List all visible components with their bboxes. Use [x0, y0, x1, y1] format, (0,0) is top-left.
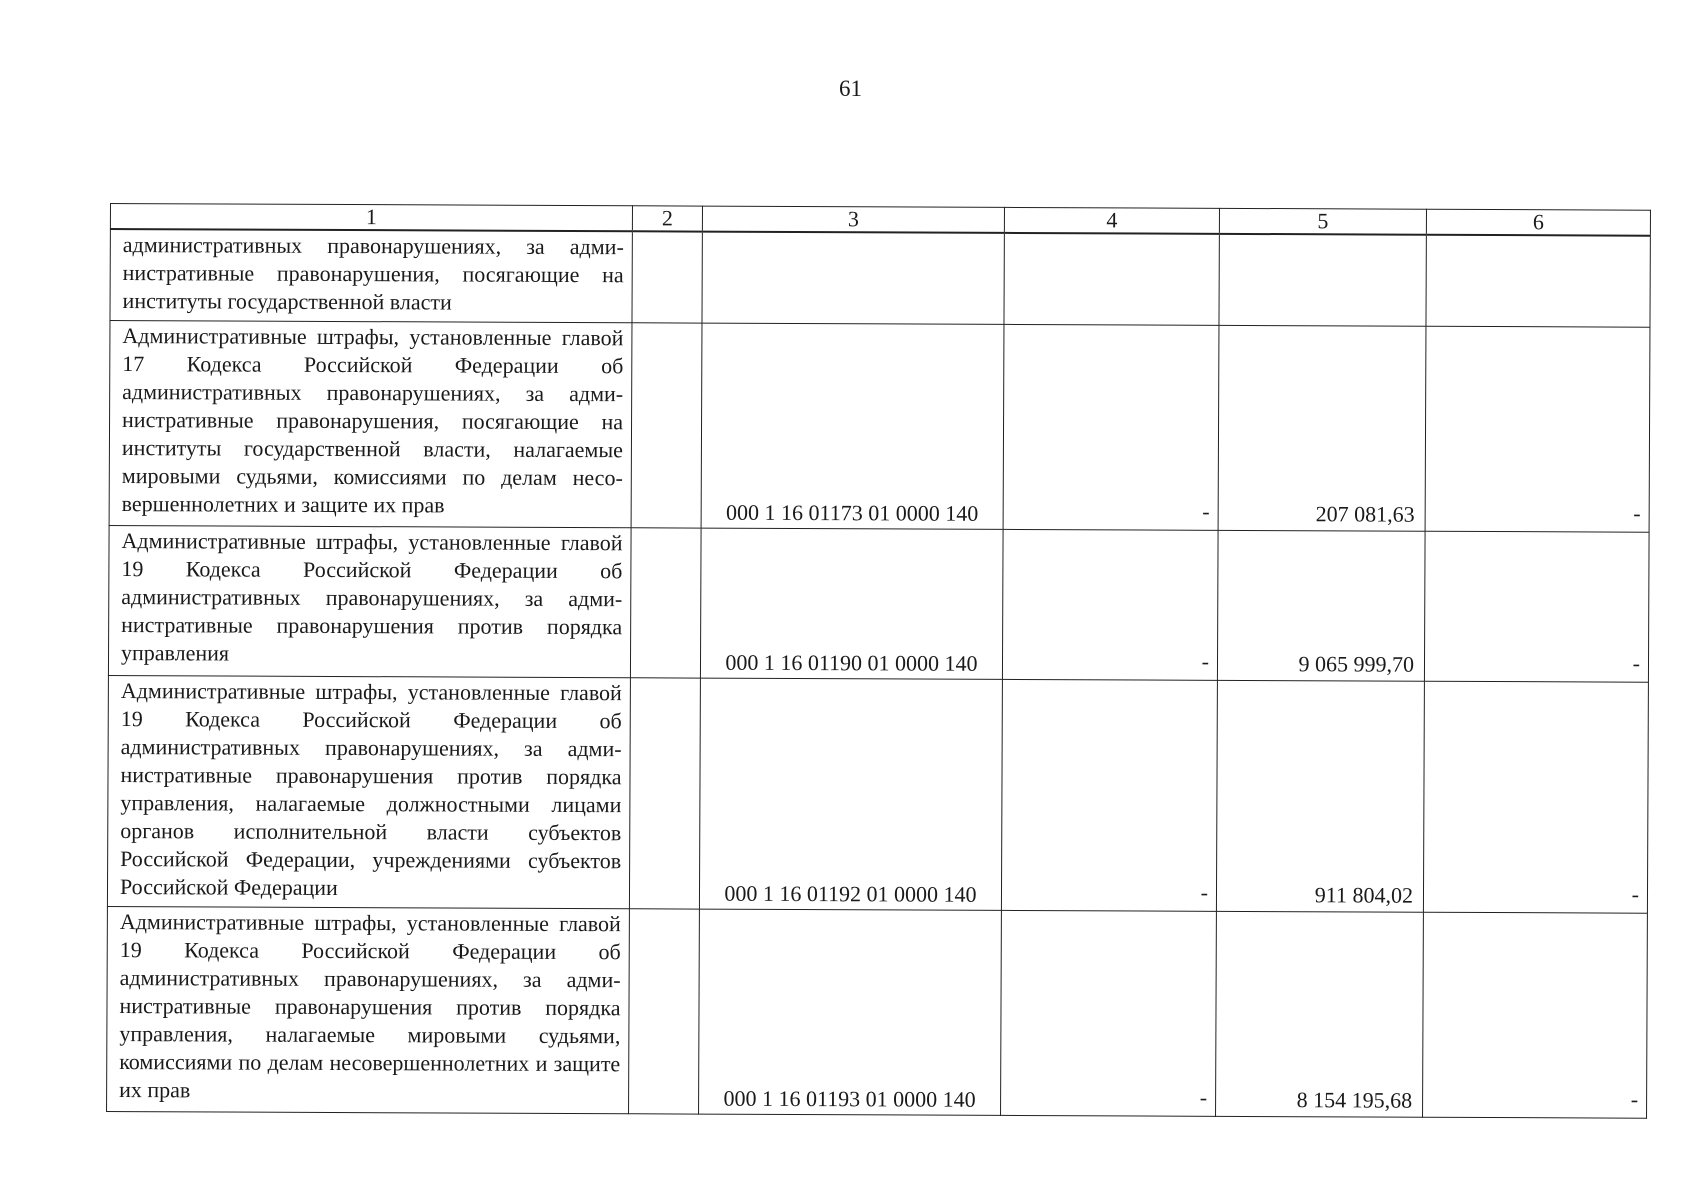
table-row — [110, 229, 1650, 327]
row-col6 — [1426, 235, 1650, 327]
row-col4: - — [1002, 529, 1218, 680]
row-col6: - — [1423, 681, 1648, 913]
table-row — [108, 525, 1649, 682]
row-code: 000 1 16 01192 01 0000 140 — [699, 678, 1002, 910]
row-description: Административные штрафы, установленные главой 19 Кодекса Российской Федерации об административных правонарушениях, за административные правонарушения против порядка управления, налагаемые мировыми судьями, комиссиями по делам несовершеннолетних и защите их прав — [107, 906, 630, 1113]
row-col2 — [629, 678, 700, 909]
row-col4: - — [1001, 910, 1217, 1116]
column-header-2: 2 — [632, 206, 702, 232]
column-header-5: 5 — [1219, 208, 1426, 234]
row-col2 — [631, 323, 702, 528]
row-description: Административные штрафы, установленные главой 19 Кодекса Российской Федерации об административных правонарушениях, за административные правонарушения против порядка управления, налагаемые должностными лицами органов исполнительной власти субъектов Российской Федерации, учреждениями субъектов Российской Федерации — [107, 675, 630, 908]
row-col4: - — [1003, 324, 1219, 530]
row-col2 — [629, 909, 700, 1114]
table-row — [107, 906, 1648, 1118]
row-amount: 207 081,63 — [1218, 325, 1426, 531]
table-row — [109, 321, 1650, 533]
row-amount: 8 154 195,68 — [1216, 911, 1424, 1117]
row-col4 — [1004, 233, 1219, 325]
row-description: Административные штрафы, установленные главой 19 Кодекса Российской Федерации об административных правонарушениях, за административные правонарушения против порядка управления — [108, 525, 631, 677]
table-row — [107, 675, 1648, 913]
row-amount: 9 065 999,70 — [1217, 530, 1425, 681]
row-col6: - — [1423, 912, 1648, 1118]
row-code: 000 1 16 01190 01 0000 140 — [700, 528, 1003, 679]
row-description: административных правонарушениях, за административные правонарушения, посягающие на институты государственной власти — [110, 229, 632, 323]
revenue-table — [106, 203, 1651, 1119]
row-col2 — [632, 231, 702, 323]
column-header-3: 3 — [702, 206, 1004, 233]
row-description: Административные штрафы, установленные главой 17 Кодекса Российской Федерации об административных правонарушениях, за административные правонарушения, посягающие на институты государственной власти, налагаемые мировыми судьями, комиссиями по делам несовершеннолетних и защите их прав — [109, 321, 632, 528]
row-col6: - — [1424, 531, 1649, 682]
row-amount — [1219, 234, 1426, 326]
row-code: 000 1 16 01193 01 0000 140 — [699, 909, 1002, 1115]
column-header-6: 6 — [1426, 209, 1650, 235]
row-col4: - — [1001, 679, 1217, 911]
row-amount: 911 804,02 — [1216, 680, 1424, 912]
page-number: 61 — [839, 76, 862, 101]
row-col6: - — [1425, 326, 1650, 532]
row-col2 — [630, 528, 701, 678]
column-header-1: 1 — [110, 204, 632, 232]
row-code: 000 1 16 01173 01 0000 140 — [701, 323, 1004, 529]
row-code — [702, 232, 1004, 325]
column-header-4: 4 — [1004, 207, 1219, 233]
revenue-table-container — [106, 203, 1650, 1119]
